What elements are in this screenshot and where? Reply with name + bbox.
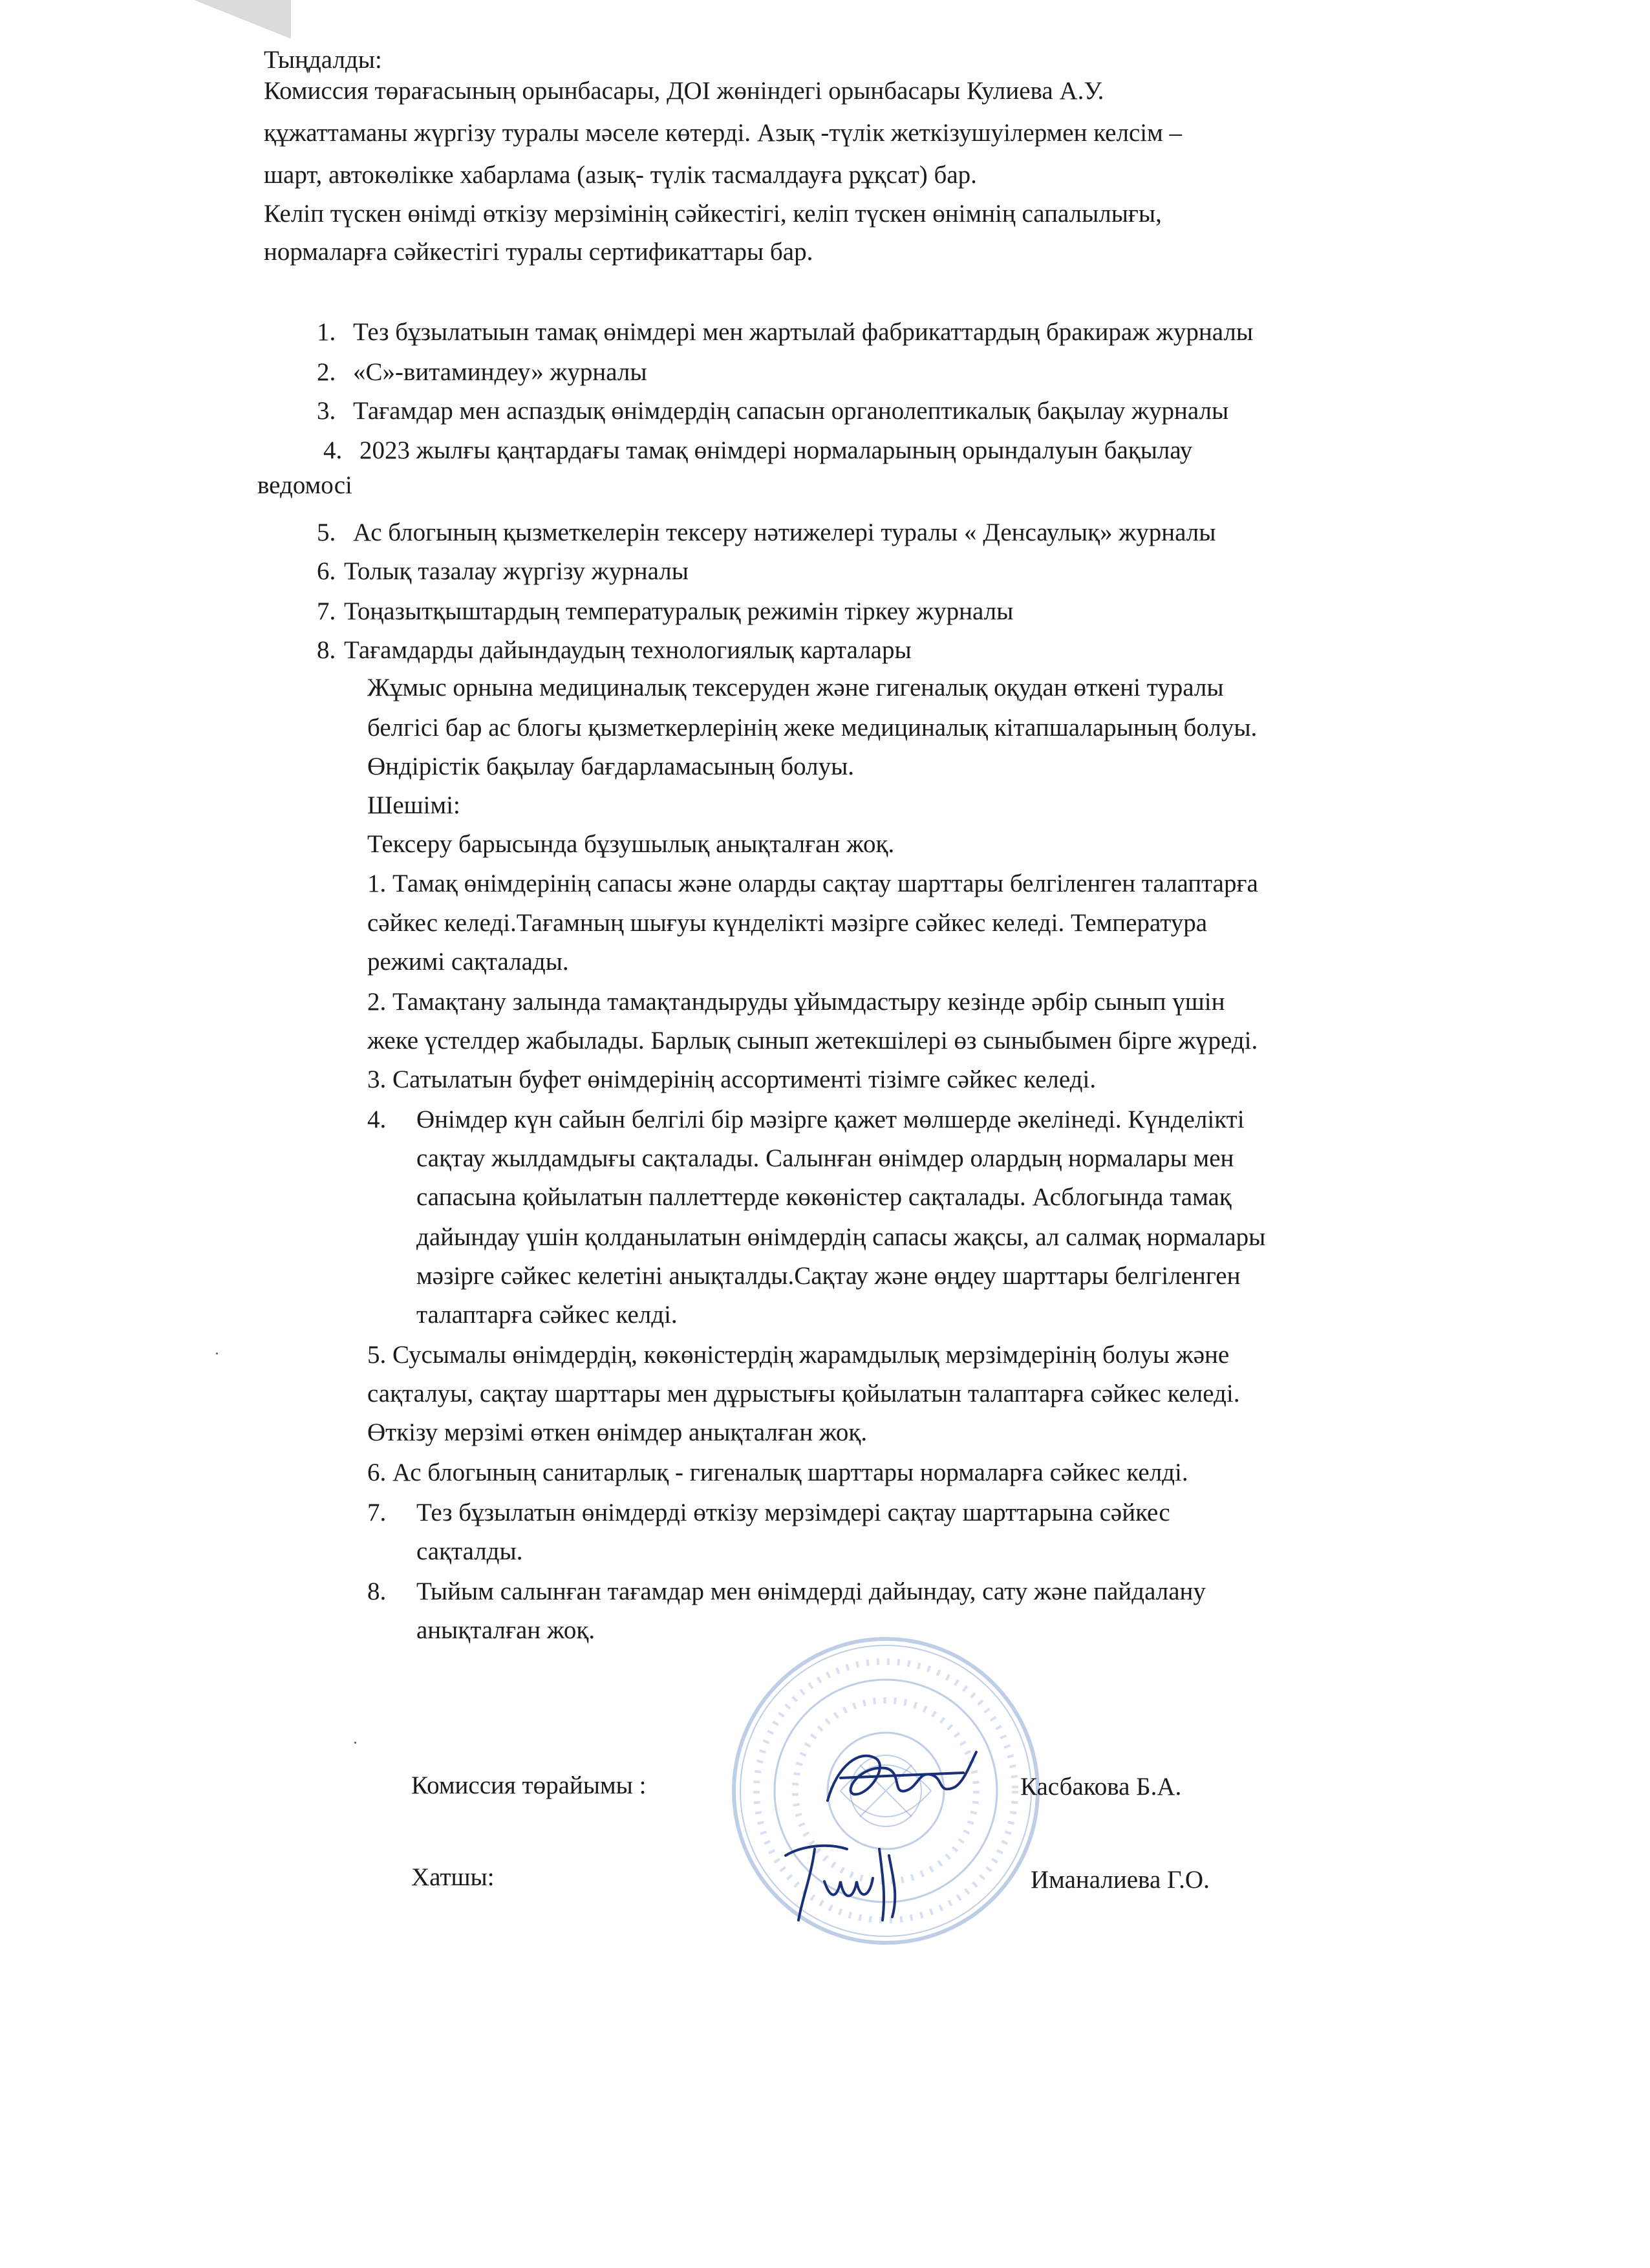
finding-line: сақталуы, сақтау шарттары мен дұрыстығы қойылатын талаптарға сәйкес келеді. (367, 1380, 1240, 1407)
finding-line: 3. Сатылатын буфет өнімдерінің ассортименті тізімге сәйкес келеді. (367, 1065, 1097, 1093)
intro-line: Келіп түскен өнімді өткізу мерзімінің сәйкестігі, келіп түскен өнімнің сапалылығы, (264, 200, 1162, 228)
finding4-line: Өнімдер күн сайын белгілі бір мәзірге қажет мөлшерде әкелінеді. Күнделікті (416, 1106, 1245, 1133)
finding-line: жеке үстелдер жабылады. Барлық сынып жетекшілері өз сыныбымен бірге жүреді. (367, 1027, 1258, 1054)
finding-line: 1. Тамақ өнімдерінің сапасы және оларды сақтау шарттары белгіленген талаптарға (367, 870, 1258, 897)
finding-line: 5. Сусымалы өнімдердің, көкөністердің жарамдылық мерзімдерінің болуы және (367, 1341, 1230, 1369)
journal-item: Тез бұзылатыын тамақ өнімдері мен жартылай фабрикаттардың бракираж журналы (353, 318, 1254, 346)
secretary-signature (776, 1830, 912, 1933)
intro-line: нормаларға сәйкестігі туралы сертификаттары бар. (264, 238, 813, 266)
finding-line: режимі сақталады. (367, 948, 569, 976)
finding4-line: дайындау үшін қолданылатын өнімдердің сапасы жақсы, ал салмақ нормалары (416, 1223, 1266, 1251)
list-number: 8. (317, 636, 336, 664)
finding7-line: сақталды. (416, 1537, 523, 1565)
scan-speck (354, 1742, 356, 1744)
list-number: 1. (317, 318, 336, 346)
list-number: 3. (317, 397, 336, 425)
intro-line: шарт, автокөлікке хабарлама (азық- түлік тасмалдауға рұқсат) бар. (264, 161, 977, 189)
decision-summary: Тексеру барысында бұзушылық анықталған жоқ. (367, 830, 895, 858)
chair-signature (815, 1739, 983, 1817)
journal-item: 2023 жылғы қаңтардағы тамақ өнімдері нормаларының орындалуын бақылау (359, 436, 1193, 464)
finding-line: Өткізу мерзімі өткен өнімдер анықталған жоқ. (367, 1418, 868, 1446)
secretary-label: Хатшы: (411, 1863, 495, 1891)
finding4-line: талаптарға сәйкес келді. (416, 1301, 678, 1329)
journal-item-continuation: ведомосі (257, 471, 352, 499)
finding8-line: Тыйым салынған тағамдар мен өнімдерді дайындау, сату және пайдалану (416, 1578, 1206, 1605)
journal-item: Тоңазытқыштардың температуралық режимін тіркеу журналы (344, 597, 1014, 625)
list-number: 4. (323, 436, 343, 464)
journal-item: Ас блогының қызметкелерін тексеру нәтижелері туралы « Денсаулық» журналы (353, 519, 1216, 546)
intro-line: құжаттаманы жүргізу туралы мәселе көтерді. Азық -түлік жеткізушуілермен келсім – (264, 119, 1183, 147)
finding8-line: анықталған жоқ. (416, 1616, 595, 1644)
extra-line: белгісі бар ас блогы қызметкерлерінің жеке медициналық кітапшаларының болуы. (367, 714, 1258, 742)
journal-item: Тағамдарды дайындаудың технологиялық карталары (344, 636, 912, 664)
list-number: 8. (367, 1578, 387, 1605)
list-number: 7. (317, 597, 336, 625)
extra-line: Өндірістік бақылау бағдарламасының болуы. (367, 753, 855, 780)
chair-name: Касбакова Б.А. (1020, 1773, 1182, 1801)
journal-item: Толық тазалау жүргізу журналы (344, 557, 689, 585)
finding4-line: мәзірге сәйкес келетіні анықталды.Сақтау және өңдеу шарттары белгіленген (416, 1262, 1241, 1290)
finding4-line: сапасына қойылатын паллеттерде көкөністер сақталады. Асблогында тамақ (416, 1183, 1232, 1211)
journal-item: Тағамдар мен аспаздық өнімдердің сапасын органолептикалық бақылау журналы (353, 397, 1229, 425)
scan-corner-shadow (194, 0, 291, 39)
intro-line: Комиссия төрағасының орынбасары, ДОІ жөніндегі орынбасары Кулиева А.У. (264, 77, 1104, 105)
list-number: 6. (317, 557, 336, 585)
journal-item: «С»-витаминдеу» журналы (353, 358, 647, 386)
decision-heading: Шешімі: (367, 791, 460, 819)
finding7-line: Тез бұзылатын өнімдерді өткізу мерзімдері сақтау шарттарына сәйкес (416, 1499, 1170, 1526)
list-number: 7. (367, 1499, 387, 1526)
secretary-name: Иманалиева Г.О. (1031, 1866, 1210, 1894)
finding-line: сәйкес келеді.Тағамның шығуы күнделікті мәзірге сәйкес келеді. Температура (367, 909, 1208, 937)
list-number: 2. (317, 358, 336, 386)
finding-line: 6. Ас блогының санитарлық - гигеналық шарттары нормаларға сәйкес келді. (367, 1459, 1188, 1486)
finding-line: 2. Тамақтану залында тамақтандыруды ұйымдастыру кезінде әрбір сынып үшін (367, 988, 1225, 1016)
finding4-line: сақтау жылдамдығы сақталады. Салынған өнімдер олардың нормалары мен (416, 1144, 1234, 1172)
chair-label: Комиссия төрайымы : (411, 1771, 647, 1799)
extra-line: Жұмыс орнына медициналық тексеруден және гигеналық оқудан өткені туралы (367, 674, 1224, 701)
list-number: 4. (367, 1106, 387, 1133)
scan-speck (216, 1353, 218, 1354)
list-number: 5. (317, 519, 336, 546)
heard-heading: Тыңдалды: (264, 46, 382, 74)
